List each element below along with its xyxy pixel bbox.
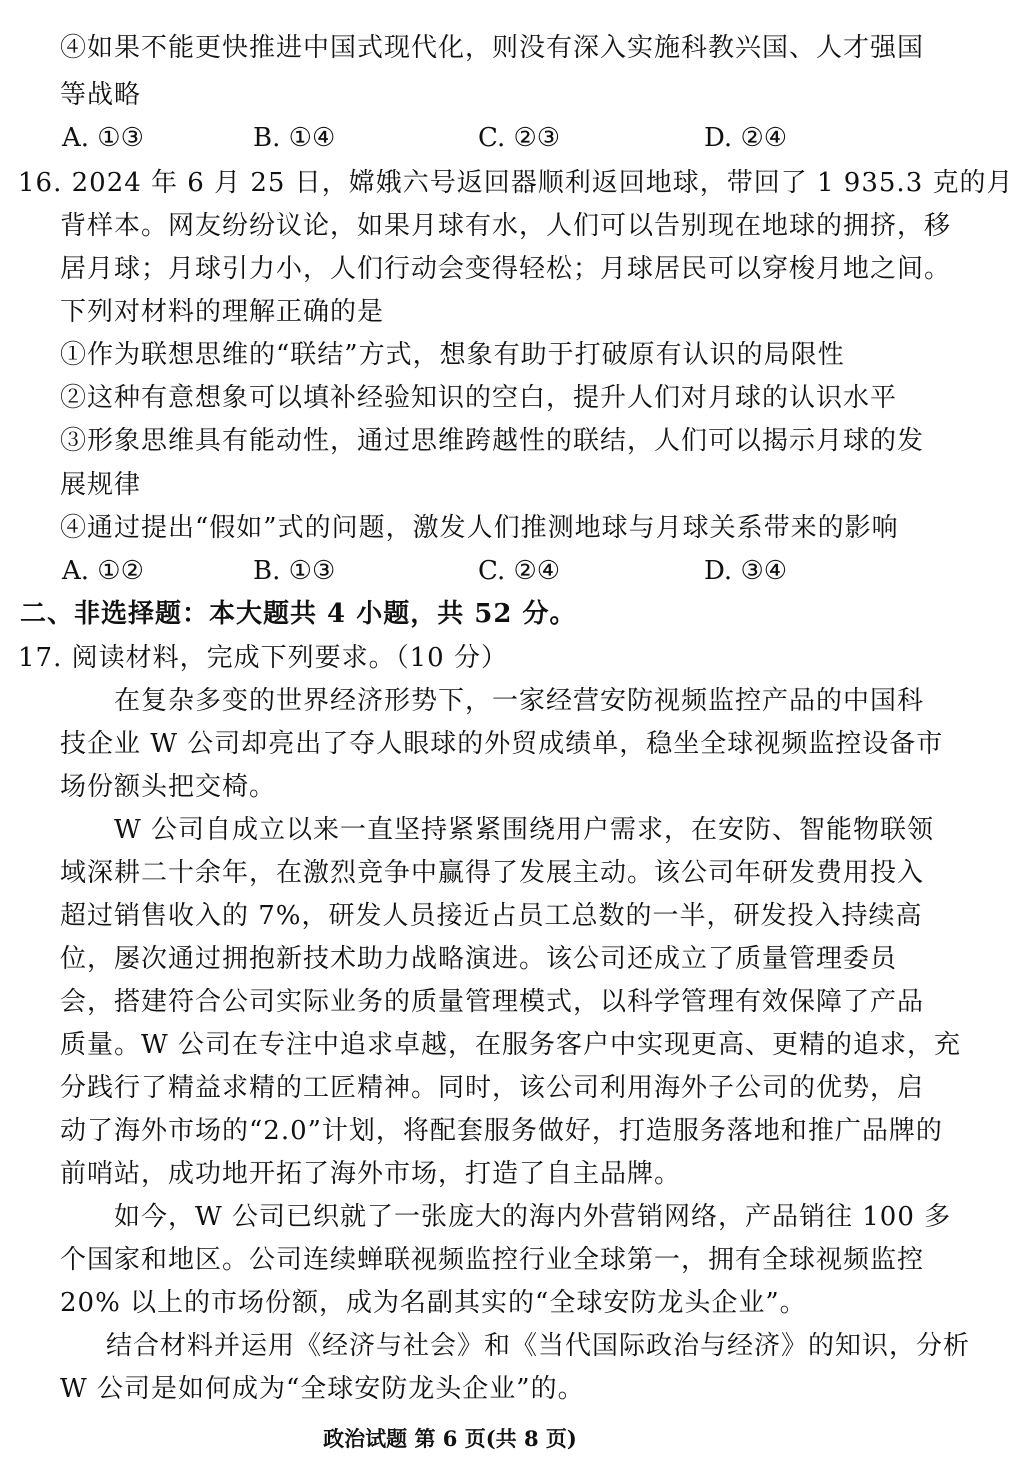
q15-option-b: B. ①④ [253, 123, 336, 153]
q17-stem: 17. 阅读材料，完成下列要求。（10 分） [18, 643, 508, 673]
q16-option-d: D. ③④ [704, 556, 788, 586]
q17-material-p1-line-2: 技企业 W 公司却亮出了夺人眼球的外贸成绩单，稳坐全球视频监控设备市 [60, 729, 944, 759]
q17-material-p1-line-3: 场份额头把交椅。 [60, 772, 277, 802]
q17-material-p2-line-1: W 公司自成立以来一直坚持紧紧围绕用户需求，在安防、智能物联领 [114, 815, 934, 845]
q16-stem-line-4: 下列对材料的理解正确的是 [60, 297, 385, 327]
q17-material-p2-line-3: 超过销售收入的 7%，研发人员接近占员工总数的一半，研发投入持续高 [60, 901, 923, 931]
q16-options [0, 554, 900, 588]
q15-statement-4-line-2: 等战略 [60, 80, 142, 110]
q16-statement-1: ①作为联想思维的“联结”方式，想象有助于打破原有认识的局限性 [60, 340, 845, 370]
q16-stem-line-1: 16. 2024 年 6 月 25 日，嫦娥六号返回器顺利返回地球，带回了 1 935.3 克的月 [18, 168, 1014, 198]
q16-statement-4: ④通过提出“假如”式的问题，激发人们推测地球与月球关系带来的影响 [60, 513, 899, 543]
q17-task-line-1: 结合材料并运用《经济与社会》和《当代国际政治与经济》的知识，分析 [106, 1331, 971, 1361]
q16-option-a: A. ①② [62, 556, 144, 586]
q15-option-c: C. ②③ [478, 123, 561, 153]
q17-material-p3-line-3: 20% 以上的市场份额，成为名副其实的“全球安防龙头企业”。 [60, 1288, 807, 1318]
q17-task-line-2: W 公司是如何成为“全球安防龙头企业”的。 [60, 1374, 585, 1404]
q17-material-p2-line-9: 前哨站，成功地开拓了海外市场，打造了自主品牌。 [60, 1159, 682, 1189]
q17-material-p2-line-6: 质量。W 公司在专注中追求卓越，在服务客户中实现更高、更精的追求，充 [60, 1030, 961, 1060]
q16-stem-line-3: 居月球；月球引力小，人们行动会变得轻松；月球居民可以穿梭月地之间。 [60, 254, 952, 284]
page-footer: 政治试题 第 6 页(共 8 页) [323, 1426, 577, 1451]
q17-material-p2-line-2: 域深耕二十余年，在激烈竞争中赢得了发展主动。该公司年研发费用投入 [60, 858, 925, 888]
q16-statement-3-line-2: 展规律 [60, 470, 142, 500]
q17-material-p2-line-8: 动了海外市场的“2.0”计划，将配套服务做好，打造服务落地和推广品牌的 [60, 1116, 943, 1146]
q17-material-p3-line-2: 个国家和地区。公司连续蝉联视频监控行业全球第一，拥有全球视频监控 [60, 1245, 925, 1275]
q16-statement-2: ②这种有意想象可以填补经验知识的空白，提升人们对月球的认识水平 [60, 383, 898, 413]
q17-material-p1-line-1: 在复杂多变的世界经济形势下，一家经营安防视频监控产品的中国科 [114, 686, 925, 716]
q17-material-p2-line-5: 会，搭建符合公司实际业务的质量管理模式，以科学管理有效保障了产品 [60, 987, 925, 1017]
q17-material-p3-line-1: 如今，W 公司已织就了一张庞大的海内外营销网络，产品销往 100 多 [114, 1202, 952, 1232]
q17-material-p2-line-7: 分践行了精益求精的工匠精神。同时，该公司利用海外子公司的优势，启 [60, 1073, 925, 1103]
q16-statement-3-line-1: ③形象思维具有能动性，通过思维跨越性的联结，人们可以揭示月球的发 [60, 426, 925, 456]
q15-option-a: A. ①③ [62, 123, 144, 153]
q16-option-b: B. ①③ [253, 556, 336, 586]
q17-material-p2-line-4: 位，屡次通过拥抱新技术助力战略演进。该公司还成立了质量管理委员 [60, 944, 898, 974]
section-2-heading: 二、非选择题：本大题共 4 小题，共 52 分。 [20, 599, 577, 629]
q15-statement-4-line-1: ④如果不能更快推进中国式现代化，则没有深入实施科教兴国、人才强国 [60, 33, 925, 63]
q16-stem-line-2: 背样本。网友纷纷议论，如果月球有水，人们可以告别现在地球的拥挤，移 [60, 211, 952, 241]
q16-option-c: C. ②④ [478, 556, 561, 586]
q15-option-d: D. ②④ [704, 123, 788, 153]
q15-options [0, 121, 900, 155]
